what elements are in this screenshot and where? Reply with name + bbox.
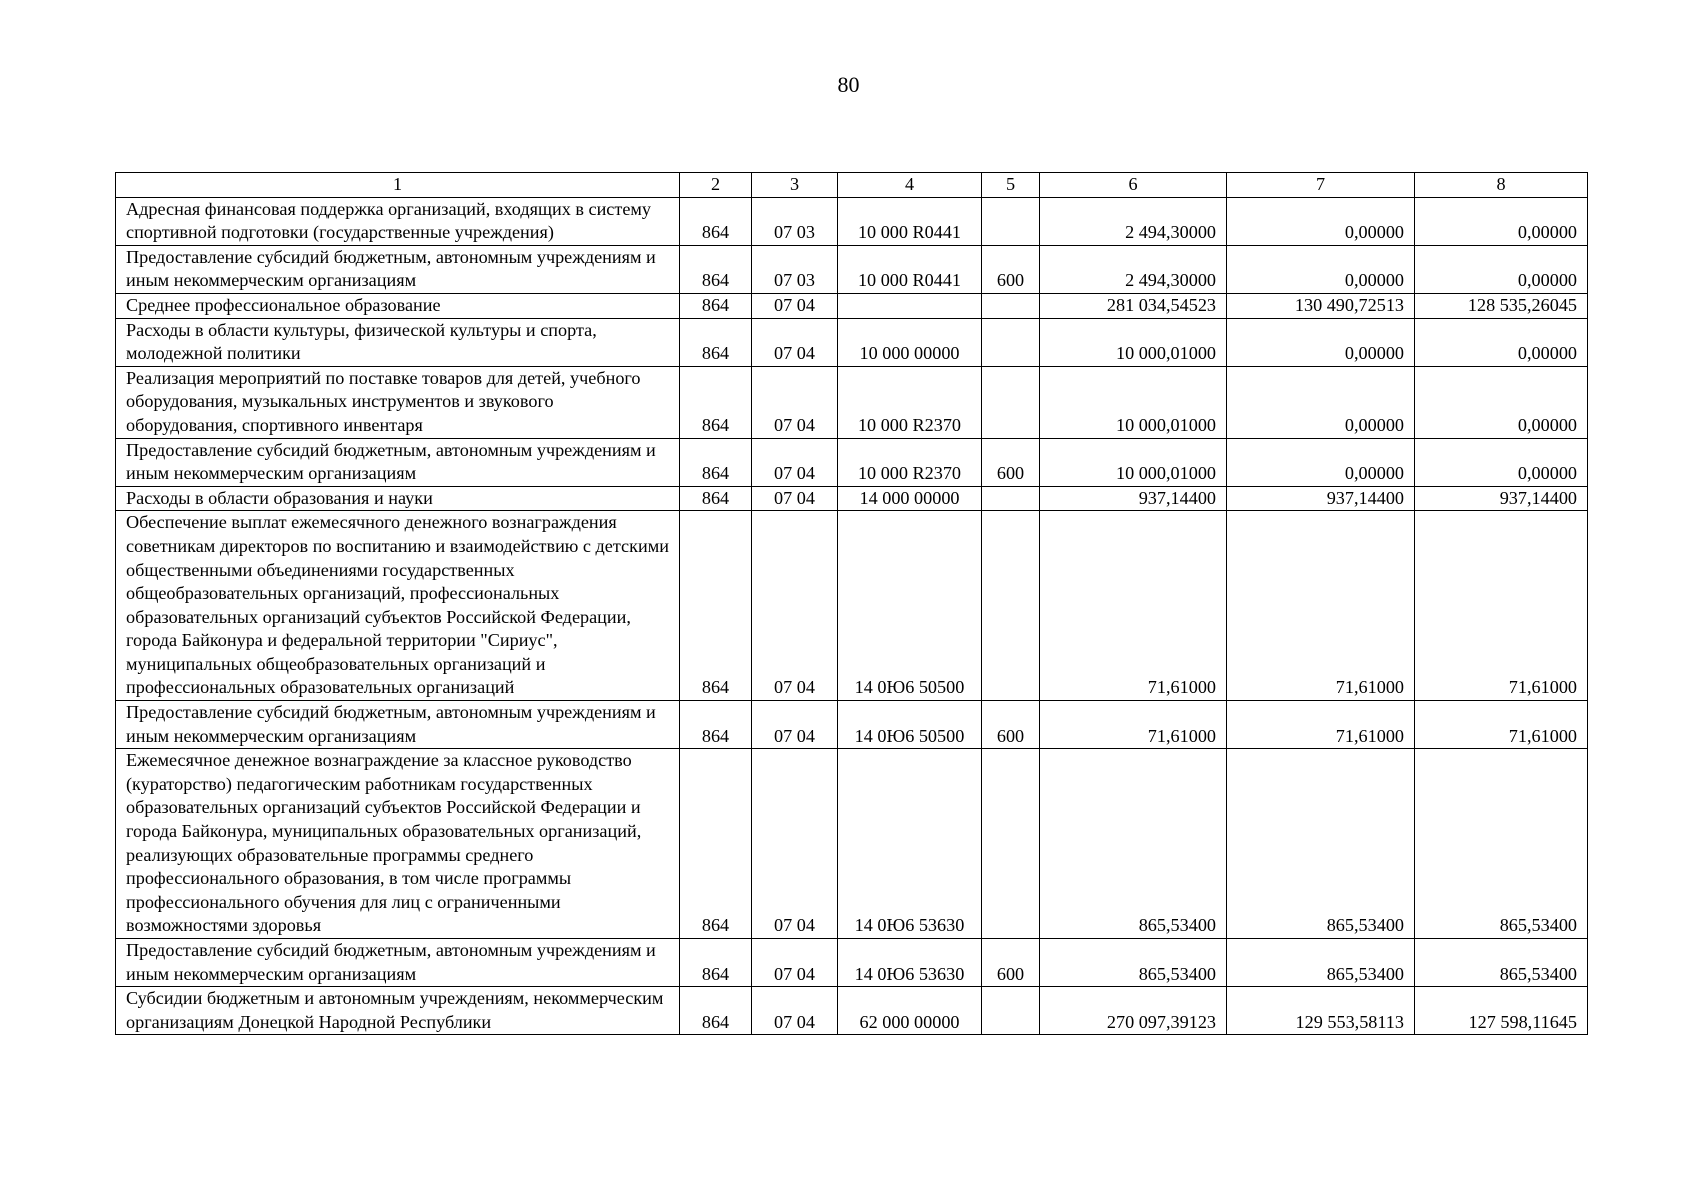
amount-col7-cell: 0,00000 — [1227, 318, 1415, 366]
header-cell: 3 — [752, 173, 838, 198]
amount-col6-cell: 10 000,01000 — [1040, 438, 1227, 486]
target-article-cell: 10 000 00000 — [838, 318, 982, 366]
section-code-cell: 07 04 — [752, 987, 838, 1035]
amount-col6-cell: 10 000,01000 — [1040, 366, 1227, 438]
expense-type-cell: 600 — [982, 701, 1040, 749]
expense-name-cell: Обеспечение выплат ежемесячного денежного вознаграждения советникам директоров по воспитанию и взаимодействию с детскими общественными объединениями государственных общеобразовательных организаций, профессиональных образовательных организаций субъектов Российской Федерации, города Байконура и федеральной территории "Сириус", муниципальных общеобразовательных организаций и профессиональных образовательных организаций — [116, 511, 680, 701]
grbs-code-cell: 864 — [680, 486, 752, 511]
amount-col8-cell: 0,00000 — [1415, 197, 1588, 245]
amount-col6-cell: 865,53400 — [1040, 939, 1227, 987]
table-row — [116, 939, 1588, 987]
grbs-code-cell: 864 — [680, 438, 752, 486]
amount-col7-cell: 865,53400 — [1227, 749, 1415, 939]
grbs-code-cell: 864 — [680, 511, 752, 701]
expense-type-cell — [982, 318, 1040, 366]
amount-col6-cell: 2 494,30000 — [1040, 197, 1227, 245]
target-article-cell: 10 000 R0441 — [838, 245, 982, 293]
expense-type-cell — [982, 486, 1040, 511]
page-number: 80 — [837, 72, 860, 97]
header-cell: 1 — [116, 173, 680, 198]
expense-type-cell — [982, 366, 1040, 438]
table-row — [116, 987, 1588, 1035]
expense-type-cell: 600 — [982, 438, 1040, 486]
grbs-code-cell: 864 — [680, 749, 752, 939]
amount-col6-cell: 865,53400 — [1040, 749, 1227, 939]
target-article-cell: 14 0Ю6 53630 — [838, 749, 982, 939]
amount-col8-cell: 865,53400 — [1415, 749, 1588, 939]
target-article-cell: 14 0Ю6 50500 — [838, 701, 982, 749]
table-header-row — [116, 173, 1588, 198]
section-code-cell: 07 04 — [752, 749, 838, 939]
table-row — [116, 511, 1588, 701]
amount-col6-cell: 281 034,54523 — [1040, 293, 1227, 318]
section-code-cell: 07 04 — [752, 366, 838, 438]
expense-name-cell: Реализация мероприятий по поставке товаров для детей, учебного оборудования, музыкальных инструментов и звукового оборудования, спортивного инвентаря — [116, 366, 680, 438]
expense-name-cell: Среднее профессиональное образование — [116, 293, 680, 318]
expense-type-cell: 600 — [982, 245, 1040, 293]
amount-col6-cell: 270 097,39123 — [1040, 987, 1227, 1035]
header-cell: 4 — [838, 173, 982, 198]
section-code-cell: 07 04 — [752, 511, 838, 701]
target-article-cell: 14 0Ю6 50500 — [838, 511, 982, 701]
section-code-cell: 07 04 — [752, 293, 838, 318]
amount-col6-cell: 10 000,01000 — [1040, 318, 1227, 366]
budget-table — [115, 172, 1588, 1035]
section-code-cell: 07 04 — [752, 438, 838, 486]
expense-type-cell — [982, 749, 1040, 939]
table-row — [116, 366, 1588, 438]
expense-type-cell — [982, 511, 1040, 701]
amount-col7-cell: 129 553,58113 — [1227, 987, 1415, 1035]
grbs-code-cell: 864 — [680, 366, 752, 438]
header-cell: 8 — [1415, 173, 1588, 198]
expense-name-cell: Адресная финансовая поддержка организаций, входящих в систему спортивной подготовки (государственные учреждения) — [116, 197, 680, 245]
expense-name-cell: Предоставление субсидий бюджетным, автономным учреждениям и иным некоммерческим организациям — [116, 701, 680, 749]
amount-col8-cell: 128 535,26045 — [1415, 293, 1588, 318]
amount-col7-cell: 0,00000 — [1227, 197, 1415, 245]
amount-col7-cell: 130 490,72513 — [1227, 293, 1415, 318]
grbs-code-cell: 864 — [680, 701, 752, 749]
section-code-cell: 07 03 — [752, 197, 838, 245]
expense-type-cell — [982, 987, 1040, 1035]
amount-col7-cell: 0,00000 — [1227, 366, 1415, 438]
section-code-cell: 07 04 — [752, 701, 838, 749]
target-article-cell: 14 0Ю6 53630 — [838, 939, 982, 987]
table-row — [116, 197, 1588, 245]
target-article-cell: 14 000 00000 — [838, 486, 982, 511]
amount-col8-cell: 865,53400 — [1415, 939, 1588, 987]
table-row — [116, 701, 1588, 749]
amount-col8-cell: 937,14400 — [1415, 486, 1588, 511]
expense-name-cell: Предоставление субсидий бюджетным, автономным учреждениям и иным некоммерческим организациям — [116, 245, 680, 293]
amount-col7-cell: 71,61000 — [1227, 701, 1415, 749]
section-code-cell: 07 04 — [752, 486, 838, 511]
expense-name-cell: Предоставление субсидий бюджетным, автономным учреждениям и иным некоммерческим организациям — [116, 438, 680, 486]
amount-col8-cell: 0,00000 — [1415, 245, 1588, 293]
table-row — [116, 749, 1588, 939]
section-code-cell: 07 04 — [752, 318, 838, 366]
amount-col7-cell: 71,61000 — [1227, 511, 1415, 701]
amount-col8-cell: 0,00000 — [1415, 438, 1588, 486]
expense-name-cell: Расходы в области образования и науки — [116, 486, 680, 511]
amount-col6-cell: 937,14400 — [1040, 486, 1227, 511]
header-cell: 2 — [680, 173, 752, 198]
amount-col8-cell: 0,00000 — [1415, 318, 1588, 366]
grbs-code-cell: 864 — [680, 939, 752, 987]
amount-col7-cell: 937,14400 — [1227, 486, 1415, 511]
expense-type-cell — [982, 293, 1040, 318]
expense-type-cell — [982, 197, 1040, 245]
header-cell: 6 — [1040, 173, 1227, 198]
amount-col7-cell: 865,53400 — [1227, 939, 1415, 987]
section-code-cell: 07 04 — [752, 939, 838, 987]
expense-name-cell: Расходы в области культуры, физической культуры и спорта, молодежной политики — [116, 318, 680, 366]
header-cell: 7 — [1227, 173, 1415, 198]
target-article-cell: 10 000 R2370 — [838, 438, 982, 486]
amount-col8-cell: 127 598,11645 — [1415, 987, 1588, 1035]
section-code-cell: 07 03 — [752, 245, 838, 293]
grbs-code-cell: 864 — [680, 197, 752, 245]
amount-col8-cell: 71,61000 — [1415, 701, 1588, 749]
target-article-cell: 62 000 00000 — [838, 987, 982, 1035]
expense-name-cell: Предоставление субсидий бюджетным, автономным учреждениям и иным некоммерческим организациям — [116, 939, 680, 987]
table-row — [116, 245, 1588, 293]
target-article-cell: 10 000 R2370 — [838, 366, 982, 438]
amount-col8-cell: 0,00000 — [1415, 366, 1588, 438]
grbs-code-cell: 864 — [680, 293, 752, 318]
amount-col8-cell: 71,61000 — [1415, 511, 1588, 701]
amount-col7-cell: 0,00000 — [1227, 245, 1415, 293]
target-article-cell — [838, 293, 982, 318]
expense-name-cell: Ежемесячное денежное вознаграждение за классное руководство (кураторство) педагогическим работникам государственных образовательных организаций субъектов Российской Федерации и города Байконура, муниципальных образовательных организаций, реализующих образовательные программы среднего профессионального образования, в том числе программы профессионального обучения для лиц с ограниченными возможностями здоровья — [116, 749, 680, 939]
grbs-code-cell: 864 — [680, 245, 752, 293]
expense-name-cell: Субсидии бюджетным и автономным учреждениям, некоммерческим организациям Донецкой Народной Республики — [116, 987, 680, 1035]
amount-col6-cell: 71,61000 — [1040, 701, 1227, 749]
header-cell: 5 — [982, 173, 1040, 198]
grbs-code-cell: 864 — [680, 987, 752, 1035]
grbs-code-cell: 864 — [680, 318, 752, 366]
table-row — [116, 318, 1588, 366]
target-article-cell: 10 000 R0441 — [838, 197, 982, 245]
table-row — [116, 438, 1588, 486]
expense-type-cell: 600 — [982, 939, 1040, 987]
table-row — [116, 486, 1588, 511]
amount-col7-cell: 0,00000 — [1227, 438, 1415, 486]
amount-col6-cell: 71,61000 — [1040, 511, 1227, 701]
amount-col6-cell: 2 494,30000 — [1040, 245, 1227, 293]
table-row — [116, 293, 1588, 318]
